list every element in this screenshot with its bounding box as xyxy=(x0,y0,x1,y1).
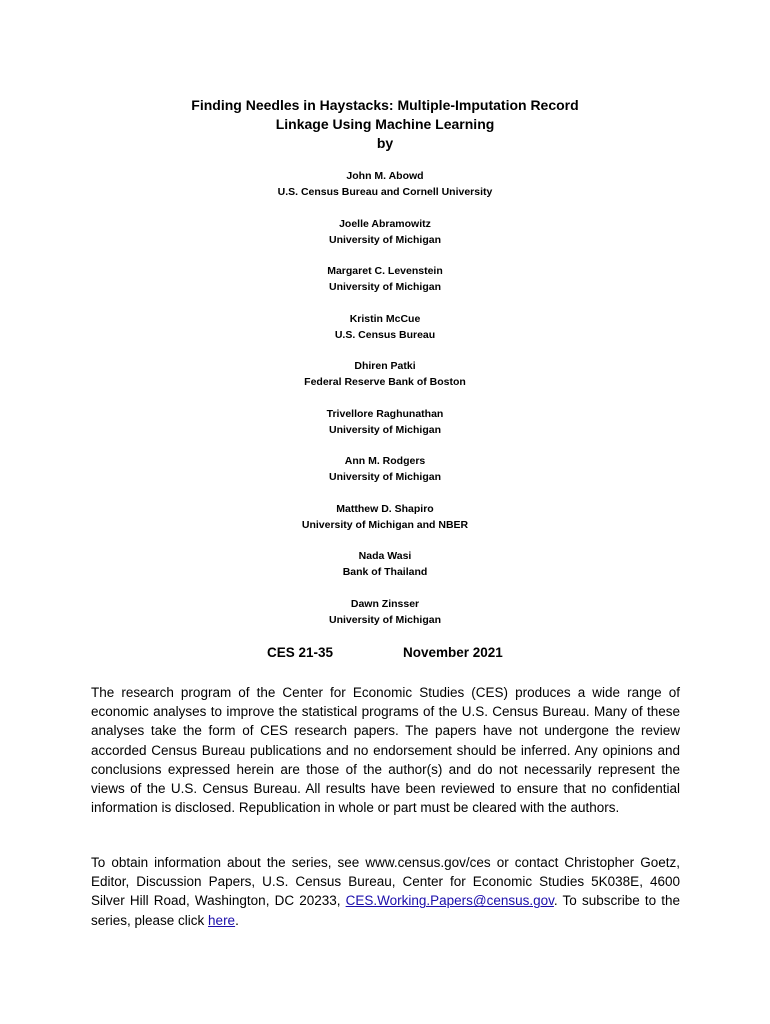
contact-text: To obtain information about the series, see www.census.gov/ces or contact Christopher Goetz, Editor, Discussion Papers, U.S. Census Bureau, Center for Economic Studies 5K038E, 4600 Silver Hill Road, Washington, DC 20233, xyxy=(91,855,680,909)
subscribe-here-link[interactable]: here xyxy=(208,912,236,928)
author-affiliation: Federal Reserve Bank of Boston xyxy=(304,376,466,388)
author-entry xyxy=(0,453,770,501)
author-entry xyxy=(0,358,770,406)
title-line-2: Linkage Using Machine Learning xyxy=(275,116,495,132)
author-entry xyxy=(0,311,770,359)
paper-meta xyxy=(0,645,770,665)
author-affiliation: University of Michigan xyxy=(328,281,442,293)
author-name: Margaret C. Levenstein xyxy=(327,265,443,277)
author-affiliation: U.S. Census Bureau and Cornell University xyxy=(277,186,493,198)
paper-title xyxy=(0,96,770,153)
author-name: John M. Abowd xyxy=(346,170,424,182)
author-entry xyxy=(0,501,770,549)
author-affiliation: University of Michigan xyxy=(328,233,442,246)
author-name: Joelle Abramowitz xyxy=(339,217,431,230)
author-list xyxy=(0,168,770,643)
title-line-1: Finding Needles in Haystacks: Multiple-Imputation Record xyxy=(191,97,579,113)
contact-paragraph xyxy=(91,853,680,930)
author-entry xyxy=(0,216,770,264)
author-affiliation: U.S. Census Bureau xyxy=(334,328,436,341)
author-name: Dawn Zinsser xyxy=(350,597,420,610)
author-entry xyxy=(0,406,770,454)
author-name: Trivellore Raghunathan xyxy=(326,407,444,420)
email-link[interactable]: CES.Working.Papers@census.gov xyxy=(345,893,554,909)
author-entry xyxy=(0,168,770,216)
author-name: Ann M. Rodgers xyxy=(344,455,426,467)
author-affiliation: University of Michigan and NBER xyxy=(301,518,469,531)
author-entry xyxy=(0,596,770,644)
author-entry xyxy=(0,263,770,311)
contact-text-middle: . To subscribe to the series, please click xyxy=(91,893,680,928)
author-name: Dhiren Patki xyxy=(354,360,416,372)
title-by: by xyxy=(376,135,394,151)
author-name: Matthew D. Shapiro xyxy=(336,502,434,515)
author-affiliation: University of Michigan xyxy=(328,423,442,436)
author-entry xyxy=(0,548,770,596)
paper-date: November 2021 xyxy=(403,645,503,660)
paper-number: CES 21-35 xyxy=(267,645,334,660)
author-affiliation: Bank of Thailand xyxy=(342,566,428,578)
author-affiliation: University of Michigan xyxy=(328,471,442,483)
disclaimer-paragraph: The research program of the Center for Economic Studies (CES) produces a wide range of economic analyses to improve the statistical programs of the U.S. Census Bureau. Many of these analyses take the form of CES research papers. The papers have not undergone the review accorded Census Bureau publications and no endorsement should be inferred. Any opinions and conclusions expressed herein are those of the author(s) and do not necessarily represent the views of the U.S. Census Bureau. All results have been reviewed to ensure that no confidential information is disclosed. Republication in whole or part must be cleared with the authors. xyxy=(91,685,680,816)
author-affiliation: University of Michigan xyxy=(328,613,442,626)
author-name: Kristin McCue xyxy=(349,312,421,325)
contact-text-end: . xyxy=(235,912,239,928)
author-name: Nada Wasi xyxy=(358,550,412,562)
